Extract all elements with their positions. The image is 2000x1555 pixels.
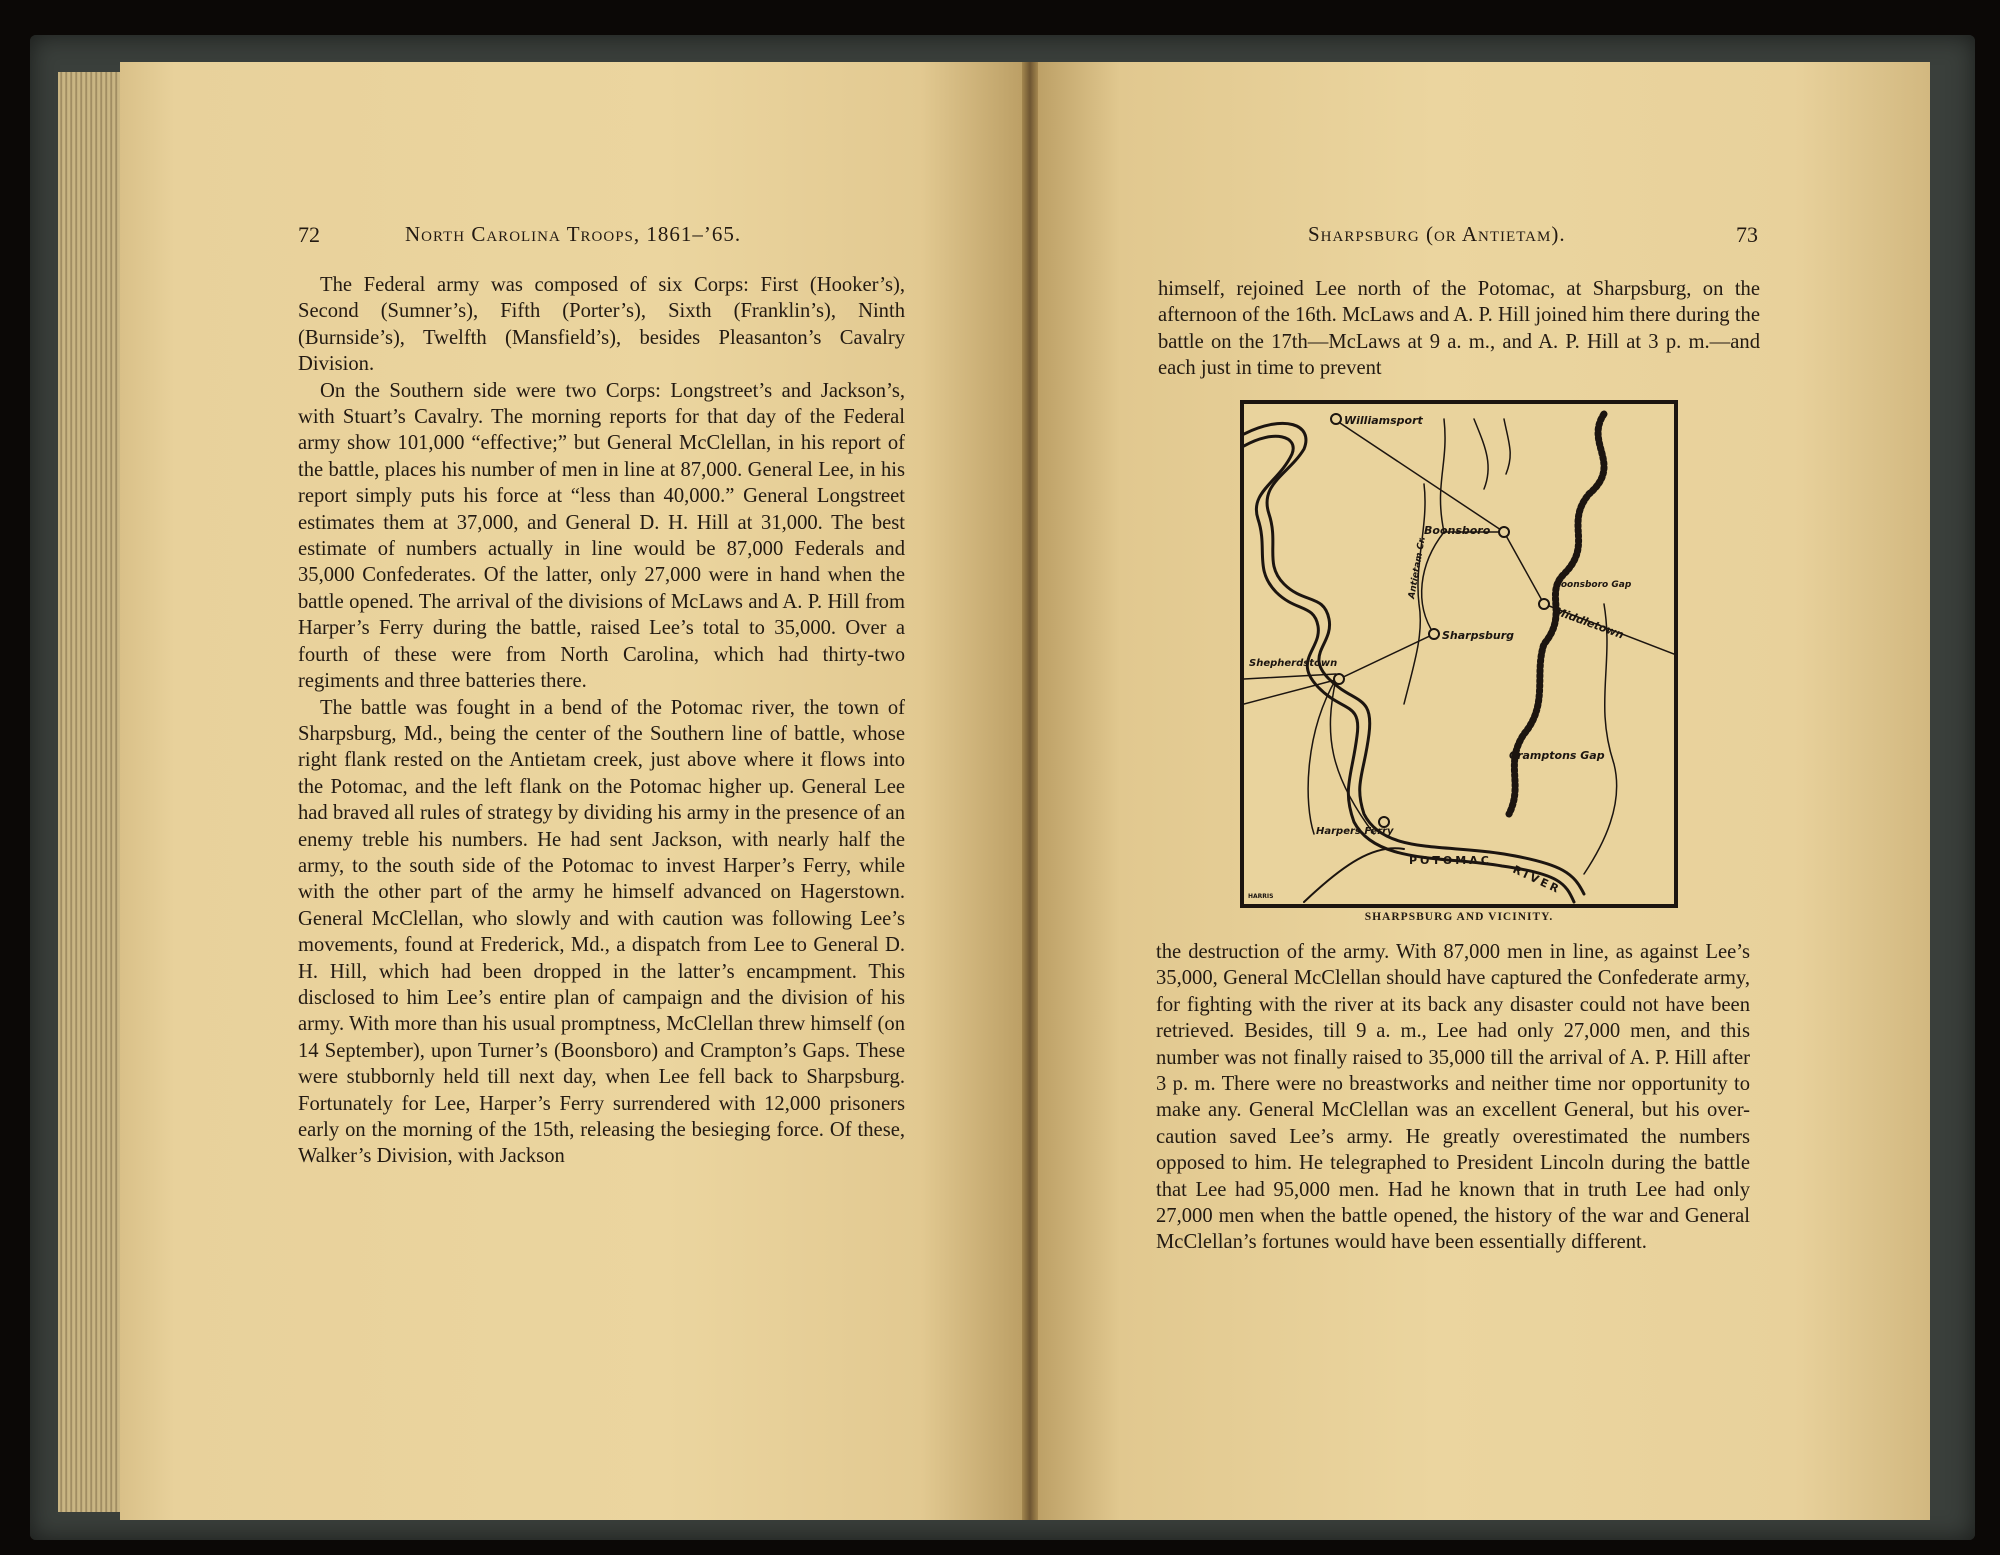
left-running-head: North Carolina Troops, 1861–’65. [405, 222, 742, 246]
paragraph: the destruction of the army. With 87,000 men in line, as against Lee’s 35,000, General McClellan should have captured the Confederate army, for fighting with the river at its back any disaster could not have been retrieved. Besides, till 9 a. m., Lee had only 27,000 men, and this number was not finally raised to 35,000 till the arrival of A. P. Hill after 3 p. m. There were no breastworks and neither time nor opportunity to make any. General McClellan was an excellent General, but his over-caution saved Lee’s army. He greatly overestimated the numbers opposed to him. He telegraphed to President Lincoln during the battle that Lee had 95,000 men. Had he known that in truth Lee had only 27,000 men when the battle opened, the history of the war and General McClellan’s fortunes would have been essentially different. [1156, 941, 1750, 1254]
right-page-number: 73 [1736, 222, 1758, 247]
map-label-middletown: Middletown [1552, 604, 1626, 642]
map-engraver-signature: HARRIS [1248, 893, 1274, 900]
paragraph: The battle was fought in a bend of the Potomac river, the town of Sharpsburg, Md., being the center of the Southern line of battle, whose right flank rested on the Antietam creek, just above where it flows into the Potomac, and the left flank on the Potomac higher up. General Lee had braved all rules of strategy by dividing his army in the presence of an enemy treble his numbers. He had sent Jackson, with nearly half the army, to the south side of the Potomac to invest Harper’s Ferry, while with the other part of the army he himself advanced on Hagerstown. General McClellan, who slowly and with caution was following Lee’s movements, found at Frederick, Md., a dispatch from Lee to General D. H. Hill, which had been dropped in the latter’s encampment. This disclosed to him Lee’s entire plan of campaign and the division of his army. With more than his usual promptness, McClellan threw himself (on 14 September), upon Turner’s (Boonsboro) and Crampton’s Gaps. These were stubbornly held till next day, when Lee fell back to Sharpsburg. Fortunately for Lee, Harper’s Ferry surrendered with 12,000 prisoners early on the morning of the 15th, releasing the besieging force. Of these, Walker’s Division, with Jackson [298, 696, 905, 1168]
map-caption: SHARPSBURG AND VICINITY. [1364, 911, 1554, 923]
map-label-sharpsburg: Sharpsburg [1442, 629, 1515, 642]
right-top-text [1158, 276, 1760, 382]
right-bottom-text [1156, 939, 1750, 1256]
sharpsburg-map [1240, 400, 1678, 908]
map-label-antietam: Antietam Cr. [1407, 535, 1428, 600]
paragraph: On the Southern side were two Corps: Longstreet’s and Jackson’s, with Stuart’s Cavalry. The morning reports for that day of the Federal army show 101,000 “effective;” but General McClellan, in his report of the battle, places his number of men in line at 87,000. General Lee, in his report simply puts his force at “less than 40,000.” General Longstreet estimates them at 37,000, and General D. H. Hill at 31,000. The best estimate of numbers actually in line would be 87,000 Federals and 35,000 Confederates. Of the latter, only 27,000 were in hand when the battle opened. The arrival of the divisions of McLaws and A. P. Hill from Harper’s Ferry during the battle, raised Lee’s total to 35,000. Over a fourth of these were from North Carolina, which had thirty-two regiments and three batteries there. [298, 379, 905, 693]
map-label-cramptons-gap: Cramptons Gap [1509, 749, 1605, 762]
map-label-boonsboro: Boonsboro [1424, 524, 1491, 537]
paragraph: himself, rejoined Lee north of the Potomac, at Sharpsburg, on the afternoon of the 16th. McLaws and A. P. Hill joined him there during the battle on the 17th—McLaws at 9 a. m., and A. P. Hill at 3 p. m.—and each just in time to prevent [1158, 278, 1760, 380]
book-gutter [1022, 62, 1038, 1520]
map-drawing [1244, 404, 1674, 904]
map-label-boonsboro-gap: Boonsboro Gap [1554, 580, 1632, 590]
left-page-number: 72 [298, 222, 320, 247]
map-label-shepherdstown: Shepherdstown [1249, 658, 1338, 669]
map-label-harpers-ferry: Harpers Ferry [1316, 826, 1394, 837]
left-text-column [298, 272, 905, 1170]
map-label-potomac: POTOMAC [1409, 854, 1492, 867]
map-label-williamsport: Williamsport [1344, 414, 1423, 427]
paragraph: The Federal army was composed of six Corps: First (Hooker’s), Second (Sumner’s), Fifth (Porter’s), Sixth (Franklin’s), Ninth (Burnside’s), Twelfth (Mansfield’s), besides Pleasanton’s Cavalry Division. [298, 274, 905, 376]
right-running-head: Sharpsburg (or Antietam). [1308, 222, 1566, 246]
map-label-river: RIVER [1510, 862, 1564, 897]
